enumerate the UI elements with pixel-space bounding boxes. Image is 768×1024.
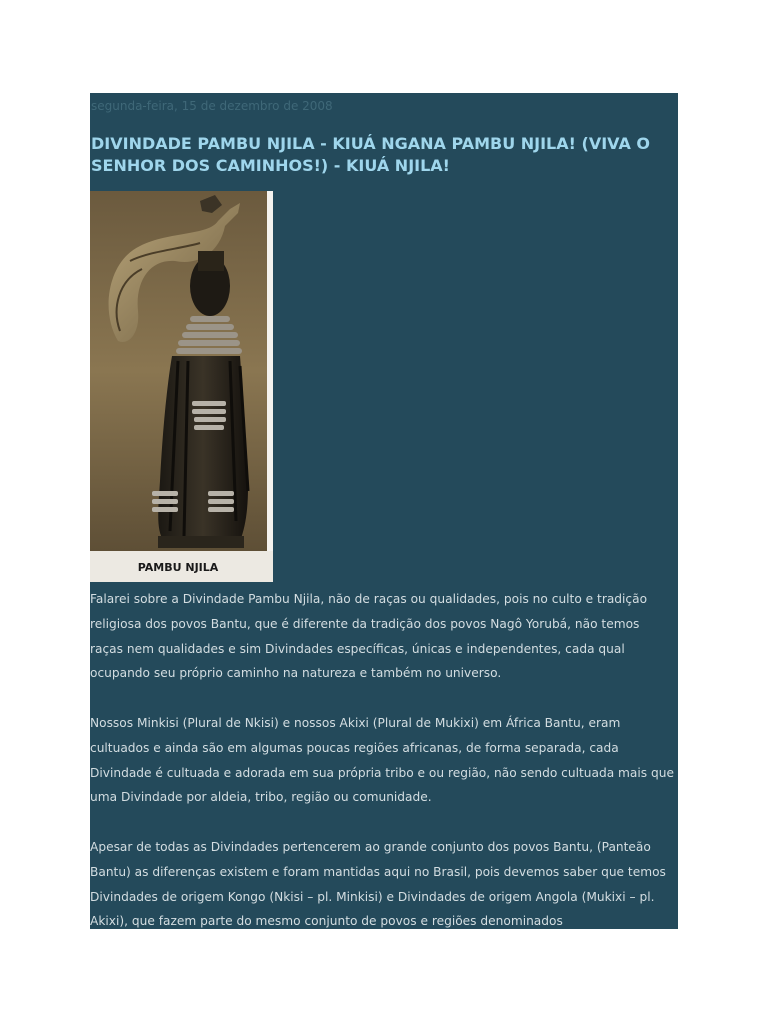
paragraph: Falarei sobre a Divindade Pambu Njila, não de raças ou qualidades, pois no culto e tradição religiosa dos povos Bantu, que é diferente da tradição dos povos Nagô Yorubá, não temos raças nem qualidades e sim Divindades específicas, únicas e independentes, cada qual ocupando seu próprio caminho na natureza e também no universo. (90, 592, 648, 681)
post-date: segunda-feira, 15 de dezembro de 2008 (91, 99, 333, 113)
image-caption: PAMBU NJILA (137, 561, 219, 574)
post-body (90, 587, 676, 929)
paragraph: Apesar de todas as Divindades pertencerem ao grande conjunto dos povos Bantu, (Panteão Bantu) as diferenças existem e foram mantidas aqui no Brasil, pois devemos saber que temos Divindades de origem Kongo (Nkisi – pl. Minkisi) e Divindades de origem Angola (Mukixi – pl. Akixi), que fazem parte do mesmo conjunto de povos e regiões denominados (90, 839, 666, 929)
statue-illustration (90, 191, 273, 582)
post-title[interactable]: DIVINDADE PAMBU NJILA - KIUÁ NGANA PAMBU NJILA! (VIVA O SENHOR DOS CAMINHOS!) - KIUÁ NJILA! (91, 134, 650, 175)
post-image (90, 191, 273, 582)
paragraph: Nossos Minkisi (Plural de Nkisi) e nossos Akixi (Plural de Mukixi) em África Bantu, eram cultuados e ainda são em algumas poucas regiões africanas, de forma separada, cada Divindade é cultuada e adorada em sua própria tribo e ou região, não sendo cultuada mais que uma Divindade por aldeia, tribo, região ou comunidade. (90, 715, 674, 805)
blog-post-panel (90, 93, 678, 929)
